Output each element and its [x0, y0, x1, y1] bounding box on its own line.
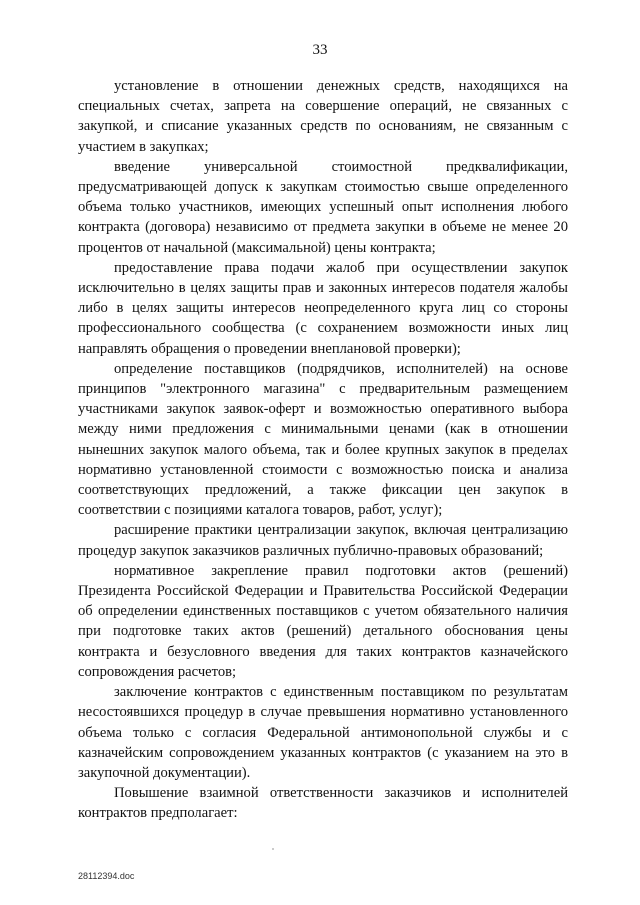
page-number: 33	[312, 42, 328, 58]
paragraph-electronic-store: определение поставщиков (подрядчиков, исполнителей) на основе принципов "электронного магазина" с предварительным размещением участниками закупок заявок-оферт и возможностью оперативного выбора между ними предложения с минимальными ценами (как в отношении нынешних закупок малого объема, так и более крупных закупок в пределах нормативно установленной стоимости с возможностью поиска и анализа соответствующих предложений, а также фиксации цен закупок в соответствии с позициями каталога товаров, работ, услуг);	[78, 360, 568, 519]
paragraph-centralization: расширение практики централизации закупок, включая централизацию процедур закупок заказчиков различных публично-правовых образований;	[78, 522, 568, 559]
paragraph-single-supplier-acts: нормативное закрепление правил подготовки актов (решений) Президента Российской Федерации и Правительства Российской Федерации об определении единственных поставщиков с учетом обязательного наличия при подготовке таких актов (решений) детального обоснования цены контракта и безусловного введения для таких контрактов казначейского сопровождения расчетов;	[78, 562, 568, 680]
paragraph-complaints: предоставление права подачи жалоб при осуществлении закупок исключительно в целях защиты прав и законных интересов подателя жалобы либо в целях защиты интересов неопределенного круга лиц со стороны профессионального сообщества (с сохранением возможности иных лиц направлять обращения о проведении внеплановой проверки);	[78, 259, 568, 357]
scan-dot-mark	[272, 848, 274, 850]
paragraph-special-accounts: установление в отношении денежных средств, находящихся на специальных счетах, запрета на совершение операций, не связанных с закупкой, и списание указанных средств по основаниям, не связанным с участием в закупках;	[78, 78, 568, 155]
document-body	[78, 76, 568, 824]
footer-file-code: 28112394.doc	[78, 871, 135, 881]
paragraph-mutual-responsibility: Повышение взаимной ответственности заказчиков и исполнителей контрактов предполагает:	[78, 785, 568, 822]
paragraph-prequalification: введение универсальной стоимостной предквалификации, предусматривающей допуск к закупкам стоимостью свыше определенного объема только участников, имеющих успешный опыт исполнения любого контракта (договора) независимо от предмета закупки в объеме не менее 20 процентов от начальной (максимальной) цены контракта;	[78, 158, 568, 256]
paragraph-failed-procedures: заключение контрактов с единственным поставщиком по результатам несостоявшихся процедур в случае превышения нормативно установленного объема только с согласия Федеральной антимонопольной службы и с казначейским сопровождением указанных контрактов (с указанием на это в закупочной документации).	[78, 684, 568, 781]
